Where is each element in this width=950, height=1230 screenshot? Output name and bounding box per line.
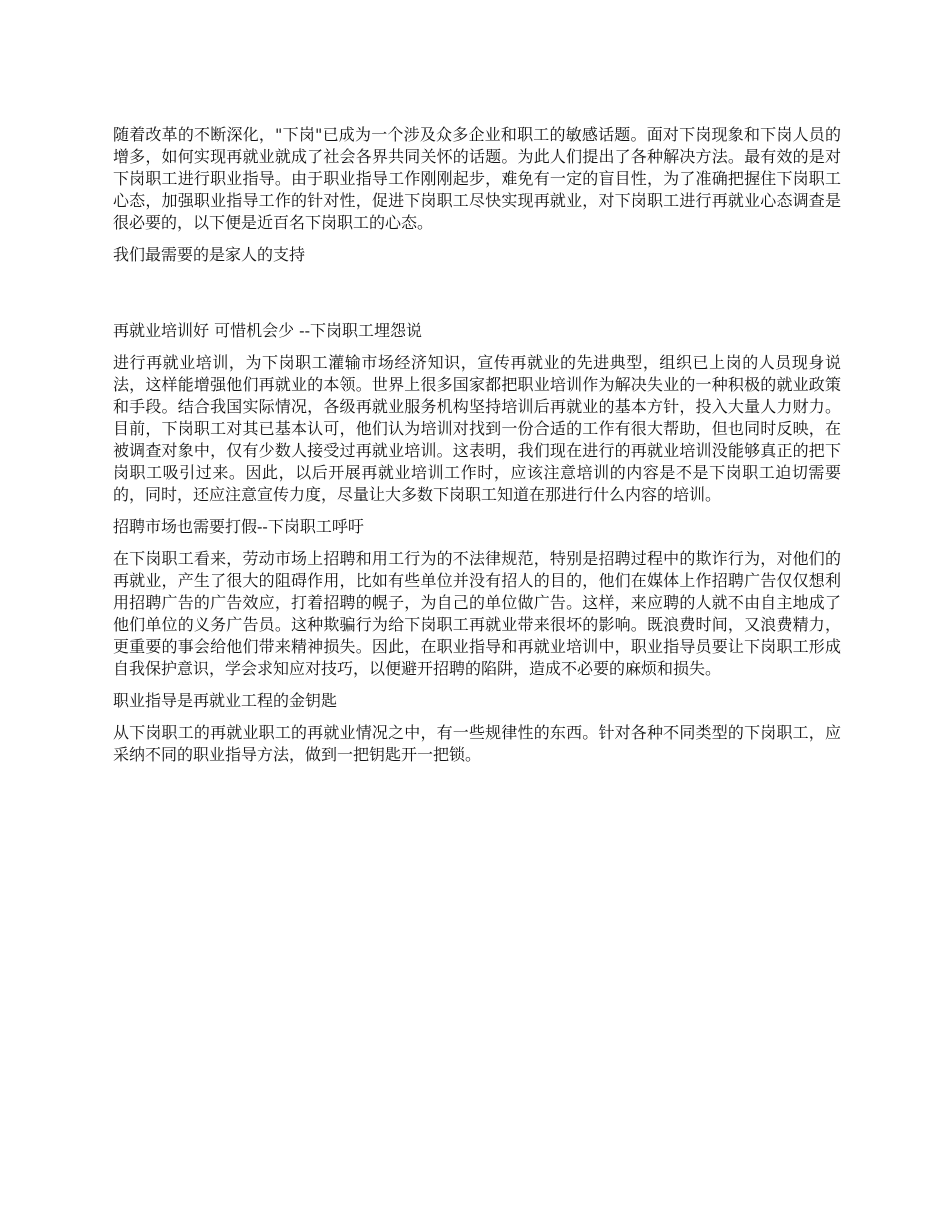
section-heading-family-support: 我们最需要的是家人的支持 bbox=[113, 245, 306, 264]
section-body-training: 进行再就业培训，为下岗职工灌输市场经济知识，宣传再就业的先进典型，组织已上岗的人员现身说法，这样能增强他们再就业的本领。世界上很多国家都把职业培训作为解决失业的一种积极的就业政策和手段。结合我国实际情况，各级再就业服务机构坚持培训后再就业的基本方针，投入大量人力财力。目前，下岗职工对其已基本认可，他们认为培训对找到一份合适的工作有很大帮助，但也同时反映，在被调查对象中，仅有少数人接受过再就业培训。这表明，我们现在进行的再就业培训没能够真正的把下岗职工吸引过来。因此，以后开展再就业培训工作时，应该注意培训的内容是不是下岗职工迫切需要的，同时，还应注意宣传力度，尽量让大多数下岗职工知道在那进行什么内容的培训。 bbox=[113, 353, 841, 504]
section-body-guidance: 从下岗职工的再就业职工的再就业情况之中，有一些规律性的东西。针对各种不同类型的下岗职工，应采纳不同的职业指导方法，做到一把钥匙开一把锁。 bbox=[113, 723, 841, 764]
section-heading-guidance: 职业指导是再就业工程的金钥匙 bbox=[113, 691, 338, 710]
document-page bbox=[113, 124, 841, 776]
section-body-recruitment: 在下岗职工看来，劳动市场上招聘和用工行为的不法律规范，特别是招聘过程中的欺诈行为，对他们的再就业，产生了很大的阻碍作用，比如有些单位并没有招人的目的，他们在媒体上作招聘广告仅仅想利用招聘广告的广告效应，打着招聘的幌子，为自己的单位做广告。这样，来应聘的人就不由自主地成了他们单位的义务广告员。这种欺骗行为给下岗职工再就业带来很坏的影响。既浪费时间，又浪费精力，更重要的事会给他们带来精神损失。因此，在职业指导和再就业培训中，职业指导员要让下岗职工形成自我保护意识，学会求知应对技巧，以便避开招聘的陷阱，造成不必要的麻烦和损失。 bbox=[113, 549, 841, 678]
section-heading-recruitment: 招聘市场也需要打假--下岗职工呼吁 bbox=[113, 517, 364, 536]
section-heading-training: 再就业培训好 可惜机会少 --下岗职工埋怨说 bbox=[113, 321, 422, 340]
intro-paragraph: 随着改革的不断深化，"下岗"已成为一个涉及众多企业和职工的敏感话题。面对下岗现象和下岗人员的增多，如何实现再就业就成了社会各界共同关怀的话题。为此人们提出了各种解决方法。最有效的是对下岗职工进行职业指导。由于职业指导工作刚刚起步，难免有一定的盲目性，为了准确把握住下岗职工心态，加强职业指导工作的针对性，促进下岗职工尽快实现再就业，对下岗职工进行再就业心态调查是很必要的，以下便是近百名下岗职工的心态。 bbox=[113, 125, 841, 232]
section-gap bbox=[113, 276, 841, 320]
